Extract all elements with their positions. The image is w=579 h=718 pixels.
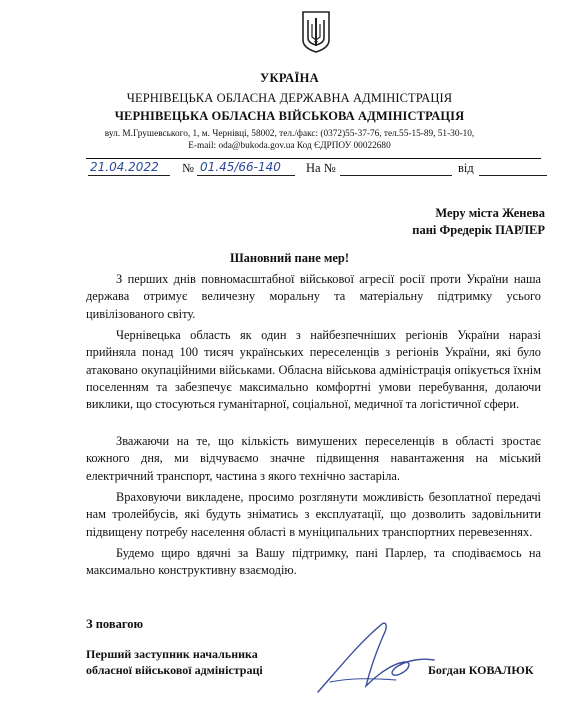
reference-number: 01.45/66-140 [200,160,281,174]
number-label: № [182,161,194,175]
reference-date: 21.04.2022 [90,160,159,174]
from-underline [479,160,547,176]
signer-position-line1: Перший заступник начальника [86,647,258,661]
body-paragraph: З перших днів повномасштабної військової агресії росії проти України наша держава отримує величезну моральну та матеріальну підтримку усього цивілізованого світу. [86,272,541,321]
org-address: вул. М.Грушевського, 1, м. Чернівці, 58002, тел./факс: (0372)55-37-76, тел.55-15-89, 51-30-10, [104,129,475,139]
org-name-state-admin: ЧЕРНІВЕЦЬКА ОБЛАСНА ДЕРЖАВНА АДМІНІСТРАЦІЯ [126,91,453,105]
org-email-code: E-mail: oda@bukoda.gov.ua Код ЄДРПОУ 00022680 [188,141,391,151]
from-label: від [458,161,474,175]
on-number-underline [340,160,452,176]
signatory-name: Богдан КОВАЛЮК [428,663,534,677]
org-name-military-admin: ЧЕРНІВЕЦЬКА ОБЛАСНА ВІЙСЬКОВА АДМІНІСТРАЦІЯ [114,109,465,123]
body-paragraph: Чернівецька область як один з найбезпечніших регіонів України наразі прийняла понад 100 тисяч українських переселенців з регіонів України, які було атаковано окупаційними військами. Обласна військова адміністрація опікується їхнім поселенням та забезпечує максимально комфортні умови перебування, долаючи виклики, що стосуються гуманітарної, соціальної, медичної та логістичної сфери. [86,328,541,412]
header-divider [86,158,541,159]
reference-line [88,160,548,182]
body-paragraph: Будемо щиро вдячні за Вашу підтримку, пані Парлер, та сподіваємось на максимально конструктивну взаємодію. [86,546,541,578]
addressee-title: Меру міста Женева [435,206,545,220]
signer-position-line2: обласної військової адміністраці [86,663,263,677]
on-number-label: На № [306,161,336,175]
body-paragraph: Зважаючи на те, що кількість вимушених переселенців в області зростає кожного дня, ми відчуваємо значне підвищення навантаження на міський електричний транспорт, частина з якого технічно застаріла. [86,434,541,483]
addressee-name: пані Фредерік ПАРЛЕР [412,223,545,237]
closing-regards: З повагою [86,617,144,631]
country-title: УКРАЇНА [259,71,319,85]
tryzub-coat-of-arms-icon [301,10,331,54]
salutation: Шановний пане мер! [229,251,350,265]
body-paragraph: Враховуючи викладене, просимо розглянути можливість безоплатної передачі нам тролейбусів, які будуть зніматись з експлуатації, що дозволить задовільнити підвищену потребу населення області в муніципальних транспортних перевезеннях. [86,490,541,539]
handwritten-signature-icon [300,612,450,702]
